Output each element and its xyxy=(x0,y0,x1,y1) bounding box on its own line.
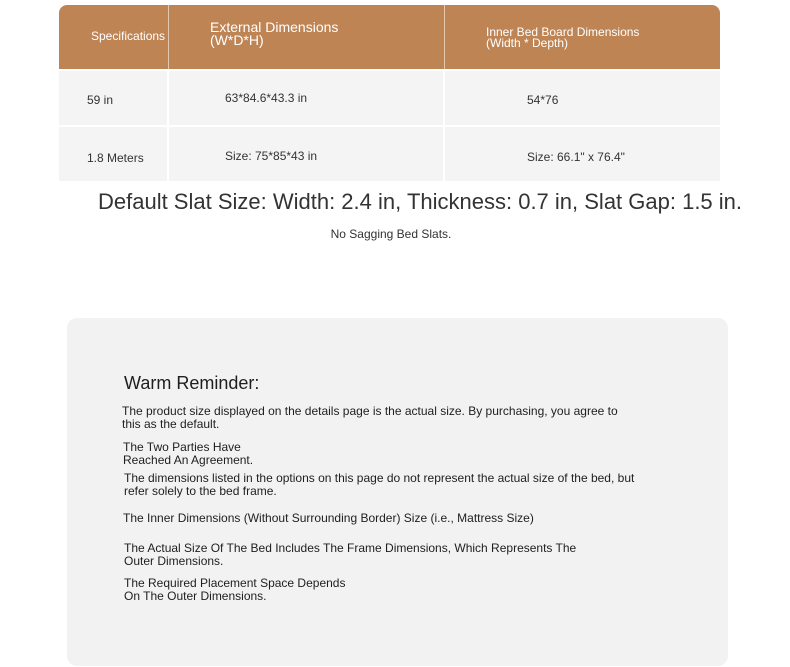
reminder-paragraph-options: The dimensions listed in the options on this page do not represent the actual size of the bed, but refer solely to the bed frame. xyxy=(124,471,635,498)
table-row xyxy=(59,69,720,125)
reminder-title: Warm Reminder: xyxy=(124,373,260,393)
row-external-cell xyxy=(169,127,445,181)
warm-reminder-card xyxy=(67,318,728,666)
slat-size-subtitle: No Sagging Bed Slats. xyxy=(330,227,452,241)
reminder-paragraph-actual-size: The product size displayed on the details page is the actual size. By purchasing, you agree to this as the default. xyxy=(122,404,618,431)
reminder-paragraph-actual-bed-size: The Actual Size Of The Bed Includes The Frame Dimensions, Which Represents The Outer Dimensions. xyxy=(124,541,577,568)
reminder-paragraph-inner-dimensions: The Inner Dimensions (Without Surrounding Border) Size (i.e., Mattress Size) xyxy=(123,511,534,525)
header-inner-dimensions xyxy=(445,5,720,69)
reminder-paragraph-placement-space: The Required Placement Space Depends On The Outer Dimensions. xyxy=(124,576,346,603)
header-inner-line1: Inner Bed Board Dimensions xyxy=(486,25,640,39)
header-external-line2: (W*D*H) xyxy=(210,32,264,48)
row-inner-cell xyxy=(445,127,720,181)
row-spec-cell xyxy=(59,71,169,125)
row-spec: 1.8 Meters xyxy=(87,151,144,165)
header-inner-label xyxy=(486,27,639,49)
reminder-paragraph-agreement: The Two Parties Have Reached An Agreement. xyxy=(123,440,254,467)
row-external: 63*84.6*43.3 in xyxy=(225,91,308,105)
row-inner-cell xyxy=(445,71,720,125)
header-external-line1: External Dimensions xyxy=(210,19,339,35)
slat-size-title: Default Slat Size: Width: 2.4 in, Thickness: 0.7 in, Slat Gap: 1.5 in. xyxy=(97,189,743,214)
header-external-label xyxy=(210,21,338,47)
header-specifications xyxy=(59,5,169,69)
table-row xyxy=(59,125,720,181)
table-header xyxy=(59,5,720,69)
row-external-cell xyxy=(169,71,445,125)
header-specifications-label: Specifications xyxy=(91,29,166,43)
row-spec: 59 in xyxy=(87,93,114,107)
row-inner: Size: 66.1" x 76.4" xyxy=(527,150,625,164)
header-inner-line2: (Width * Depth) xyxy=(486,36,569,50)
row-external: Size: 75*85*43 in xyxy=(225,149,318,163)
row-inner: 54*76 xyxy=(527,93,559,107)
spec-table xyxy=(59,5,720,181)
row-spec-cell xyxy=(59,127,169,181)
header-external-dimensions xyxy=(169,5,445,69)
